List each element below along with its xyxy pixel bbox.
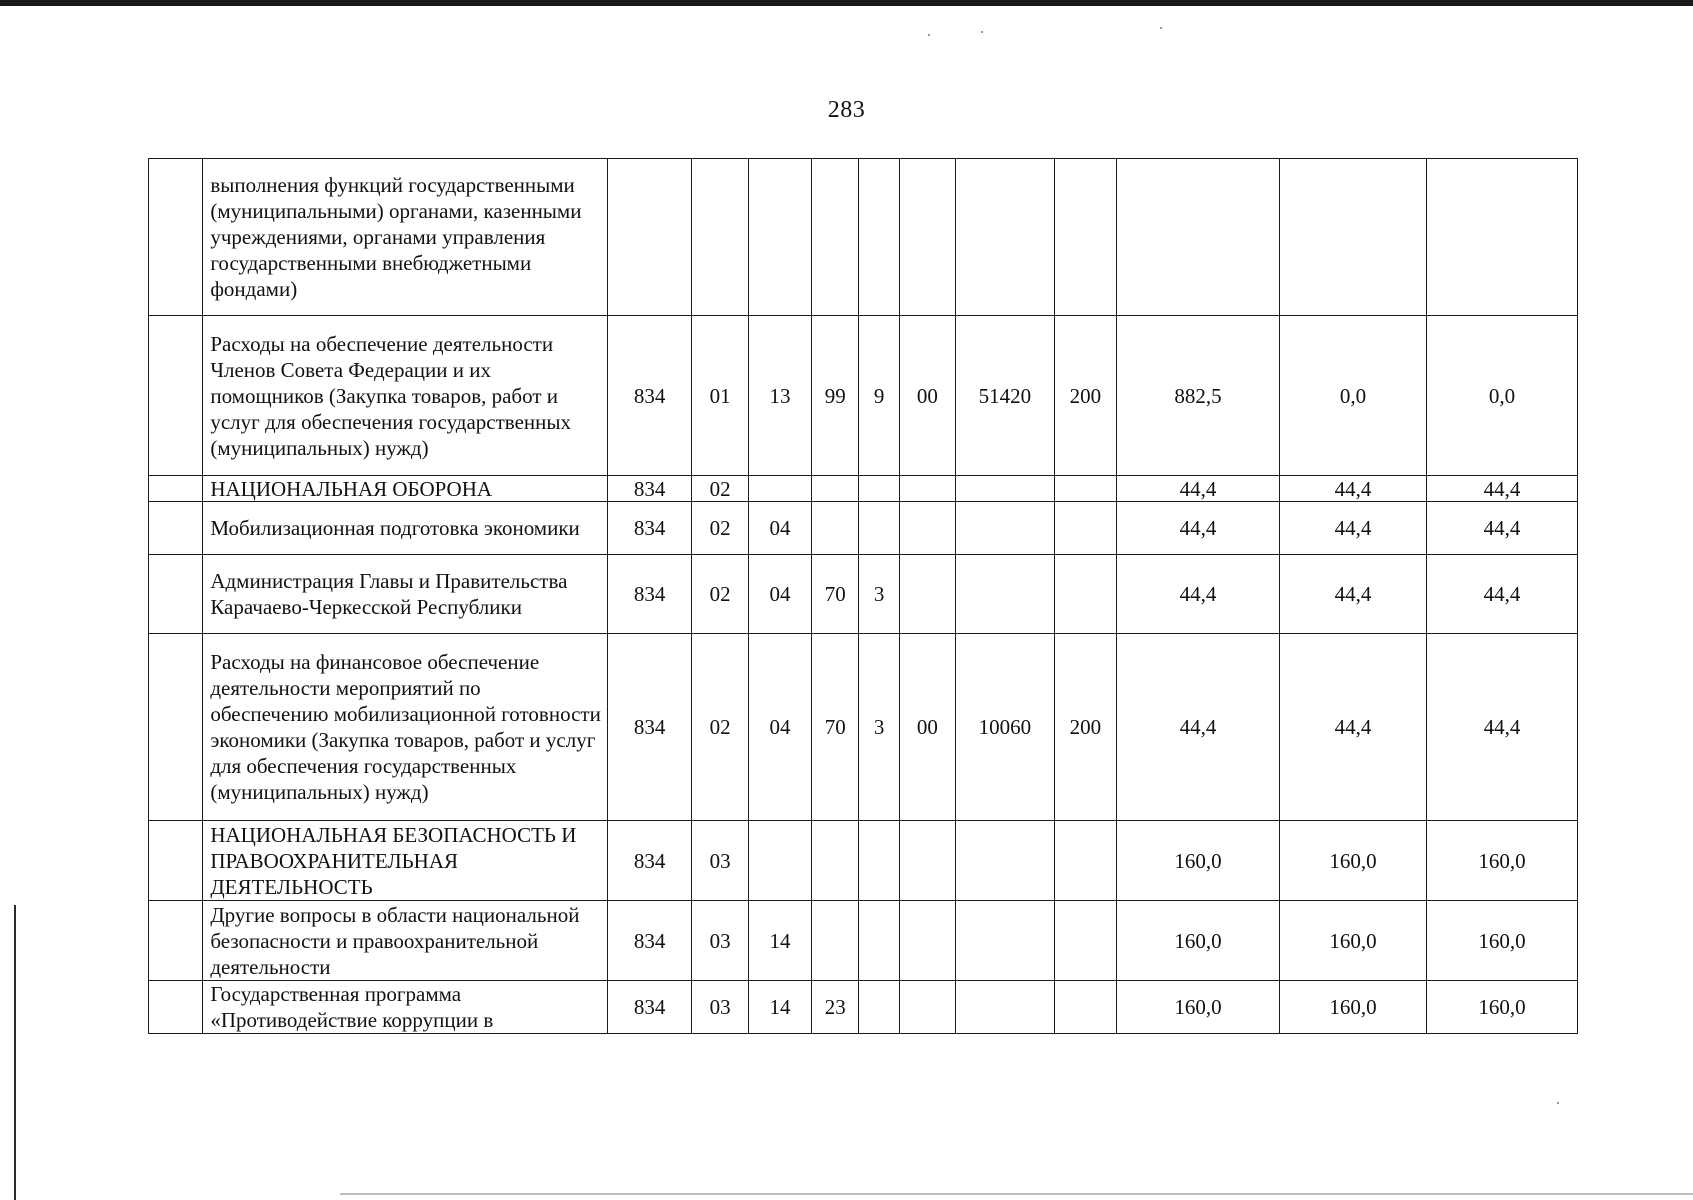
row-number-cell: [149, 502, 203, 555]
target-article-part3-cell: [899, 502, 955, 555]
expense-type-cell: [1054, 159, 1116, 316]
amount-year2-cell: 44,4: [1280, 555, 1427, 634]
amount-year2-cell: 44,4: [1280, 502, 1427, 555]
scan-speck: [1557, 1102, 1559, 1104]
amount-year2-cell: 44,4: [1280, 476, 1427, 502]
target-article-part3-cell: [899, 821, 955, 901]
row-number-cell: [149, 981, 203, 1034]
department-code-cell: 834: [607, 634, 692, 821]
expense-name-cell: выполнения функций государственными (муниципальными) органами, казенными учреждениями, органами управления государственными внебюджетными фондами): [203, 159, 608, 316]
target-article-part2-cell: [859, 981, 899, 1034]
row-number-cell: [149, 634, 203, 821]
target-article-part2-cell: 3: [859, 634, 899, 821]
subsection-code-cell: 04: [748, 502, 811, 555]
target-article-part1-cell: 70: [812, 634, 859, 821]
subsection-code-cell: [748, 159, 811, 316]
target-article-part4-cell: [956, 901, 1055, 981]
target-article-part2-cell: [859, 502, 899, 555]
amount-year3-cell: 44,4: [1426, 502, 1577, 555]
target-article-part4-cell: [956, 821, 1055, 901]
department-code-cell: 834: [607, 901, 692, 981]
expense-name-cell: Расходы на финансовое обеспечение деятельности мероприятий по обеспечению мобилизационной готовности экономики (Закупка товаров, работ и услуг для обеспечения государственных (муниципальных) нужд): [203, 634, 608, 821]
target-article-part3-cell: 00: [899, 316, 955, 476]
department-code-cell: 834: [607, 476, 692, 502]
department-code-cell: 834: [607, 821, 692, 901]
section-code-cell: 03: [692, 901, 748, 981]
amount-year1-cell: 160,0: [1117, 821, 1280, 901]
department-code-cell: 834: [607, 502, 692, 555]
row-number-cell: [149, 821, 203, 901]
amount-year3-cell: [1426, 159, 1577, 316]
subsection-code-cell: 14: [748, 981, 811, 1034]
target-article-part3-cell: [899, 981, 955, 1034]
section-code-cell: 02: [692, 634, 748, 821]
scan-speck: [1160, 27, 1162, 29]
table-row: [149, 502, 1578, 555]
amount-year2-cell: 44,4: [1280, 634, 1427, 821]
target-article-part4-cell: 51420: [956, 316, 1055, 476]
expense-name-cell: Другие вопросы в области национальной безопасности и правоохранительной деятельности: [203, 901, 608, 981]
target-article-part4-cell: [956, 476, 1055, 502]
expense-type-cell: 200: [1054, 634, 1116, 821]
department-code-cell: 834: [607, 981, 692, 1034]
section-code-cell: 02: [692, 476, 748, 502]
amount-year3-cell: 160,0: [1426, 901, 1577, 981]
expense-type-cell: [1054, 981, 1116, 1034]
expense-name-cell: Государственная программа «Противодействие коррупции в: [203, 981, 608, 1034]
target-article-part2-cell: 3: [859, 555, 899, 634]
section-code-cell: 03: [692, 821, 748, 901]
scan-speck: [981, 31, 983, 33]
amount-year2-cell: 160,0: [1280, 821, 1427, 901]
target-article-part2-cell: [859, 821, 899, 901]
table-row: [149, 476, 1578, 502]
amount-year1-cell: [1117, 159, 1280, 316]
amount-year3-cell: 160,0: [1426, 821, 1577, 901]
amount-year2-cell: 160,0: [1280, 981, 1427, 1034]
table-row: [149, 316, 1578, 476]
expense-type-cell: [1054, 901, 1116, 981]
department-code-cell: 834: [607, 555, 692, 634]
target-article-part1-cell: [812, 476, 859, 502]
table-row: [149, 901, 1578, 981]
target-article-part4-cell: [956, 555, 1055, 634]
expense-type-cell: [1054, 476, 1116, 502]
table-row: [149, 634, 1578, 821]
budget-table: [148, 158, 1578, 1034]
expense-name-cell: НАЦИОНАЛЬНАЯ ОБОРОНА: [203, 476, 608, 502]
section-code-cell: [692, 159, 748, 316]
row-number-cell: [149, 476, 203, 502]
page-number: 283: [827, 97, 866, 123]
target-article-part1-cell: 23: [812, 981, 859, 1034]
amount-year2-cell: 0,0: [1280, 316, 1427, 476]
amount-year1-cell: 44,4: [1117, 502, 1280, 555]
amount-year3-cell: 44,4: [1426, 634, 1577, 821]
section-code-cell: 02: [692, 555, 748, 634]
amount-year1-cell: 44,4: [1117, 555, 1280, 634]
target-article-part1-cell: 70: [812, 555, 859, 634]
target-article-part1-cell: [812, 901, 859, 981]
target-article-part1-cell: [812, 821, 859, 901]
scan-speck: [928, 34, 930, 36]
expense-type-cell: [1054, 821, 1116, 901]
table-row: [149, 555, 1578, 634]
expense-type-cell: [1054, 502, 1116, 555]
target-article-part3-cell: [899, 901, 955, 981]
table-row: [149, 981, 1578, 1034]
expense-name-cell: НАЦИОНАЛЬНАЯ БЕЗОПАСНОСТЬ И ПРАВООХРАНИТЕЛЬНАЯ ДЕЯТЕЛЬНОСТЬ: [203, 821, 608, 901]
target-article-part4-cell: [956, 502, 1055, 555]
target-article-part2-cell: [859, 476, 899, 502]
amount-year3-cell: 44,4: [1426, 476, 1577, 502]
subsection-code-cell: 04: [748, 634, 811, 821]
row-number-cell: [149, 555, 203, 634]
target-article-part4-cell: [956, 159, 1055, 316]
target-article-part1-cell: [812, 159, 859, 316]
bottom-scan-border: [340, 1193, 1693, 1195]
expense-name-cell: Администрация Главы и Правительства Карачаево-Черкесской Республики: [203, 555, 608, 634]
target-article-part4-cell: 10060: [956, 634, 1055, 821]
expense-name-cell: Расходы на обеспечение деятельности Членов Совета Федерации и их помощников (Закупка товаров, работ и услуг для обеспечения государственных (муниципальных) нужд): [203, 316, 608, 476]
target-article-part3-cell: [899, 476, 955, 502]
section-code-cell: 02: [692, 502, 748, 555]
target-article-part1-cell: 99: [812, 316, 859, 476]
amount-year1-cell: 44,4: [1117, 476, 1280, 502]
table-row: [149, 821, 1578, 901]
department-code-cell: 834: [607, 316, 692, 476]
amount-year1-cell: 44,4: [1117, 634, 1280, 821]
expense-type-cell: [1054, 555, 1116, 634]
target-article-part4-cell: [956, 981, 1055, 1034]
section-code-cell: 01: [692, 316, 748, 476]
top-scan-border: [0, 0, 1693, 6]
target-article-part1-cell: [812, 502, 859, 555]
amount-year2-cell: [1280, 159, 1427, 316]
subsection-code-cell: 14: [748, 901, 811, 981]
row-number-cell: [149, 901, 203, 981]
table-row: [149, 159, 1578, 316]
amount-year3-cell: 44,4: [1426, 555, 1577, 634]
amount-year1-cell: 160,0: [1117, 981, 1280, 1034]
target-article-part2-cell: [859, 901, 899, 981]
subsection-code-cell: [748, 476, 811, 502]
department-code-cell: [607, 159, 692, 316]
target-article-part3-cell: [899, 159, 955, 316]
subsection-code-cell: 04: [748, 555, 811, 634]
target-article-part3-cell: [899, 555, 955, 634]
target-article-part2-cell: 9: [859, 316, 899, 476]
row-number-cell: [149, 159, 203, 316]
amount-year1-cell: 882,5: [1117, 316, 1280, 476]
amount-year2-cell: 160,0: [1280, 901, 1427, 981]
section-code-cell: 03: [692, 981, 748, 1034]
expense-type-cell: 200: [1054, 316, 1116, 476]
left-scan-margin-line: [14, 905, 16, 1200]
subsection-code-cell: [748, 821, 811, 901]
target-article-part2-cell: [859, 159, 899, 316]
target-article-part3-cell: 00: [899, 634, 955, 821]
amount-year3-cell: 160,0: [1426, 981, 1577, 1034]
amount-year3-cell: 0,0: [1426, 316, 1577, 476]
row-number-cell: [149, 316, 203, 476]
expense-name-cell: Мобилизационная подготовка экономики: [203, 502, 608, 555]
subsection-code-cell: 13: [748, 316, 811, 476]
amount-year1-cell: 160,0: [1117, 901, 1280, 981]
